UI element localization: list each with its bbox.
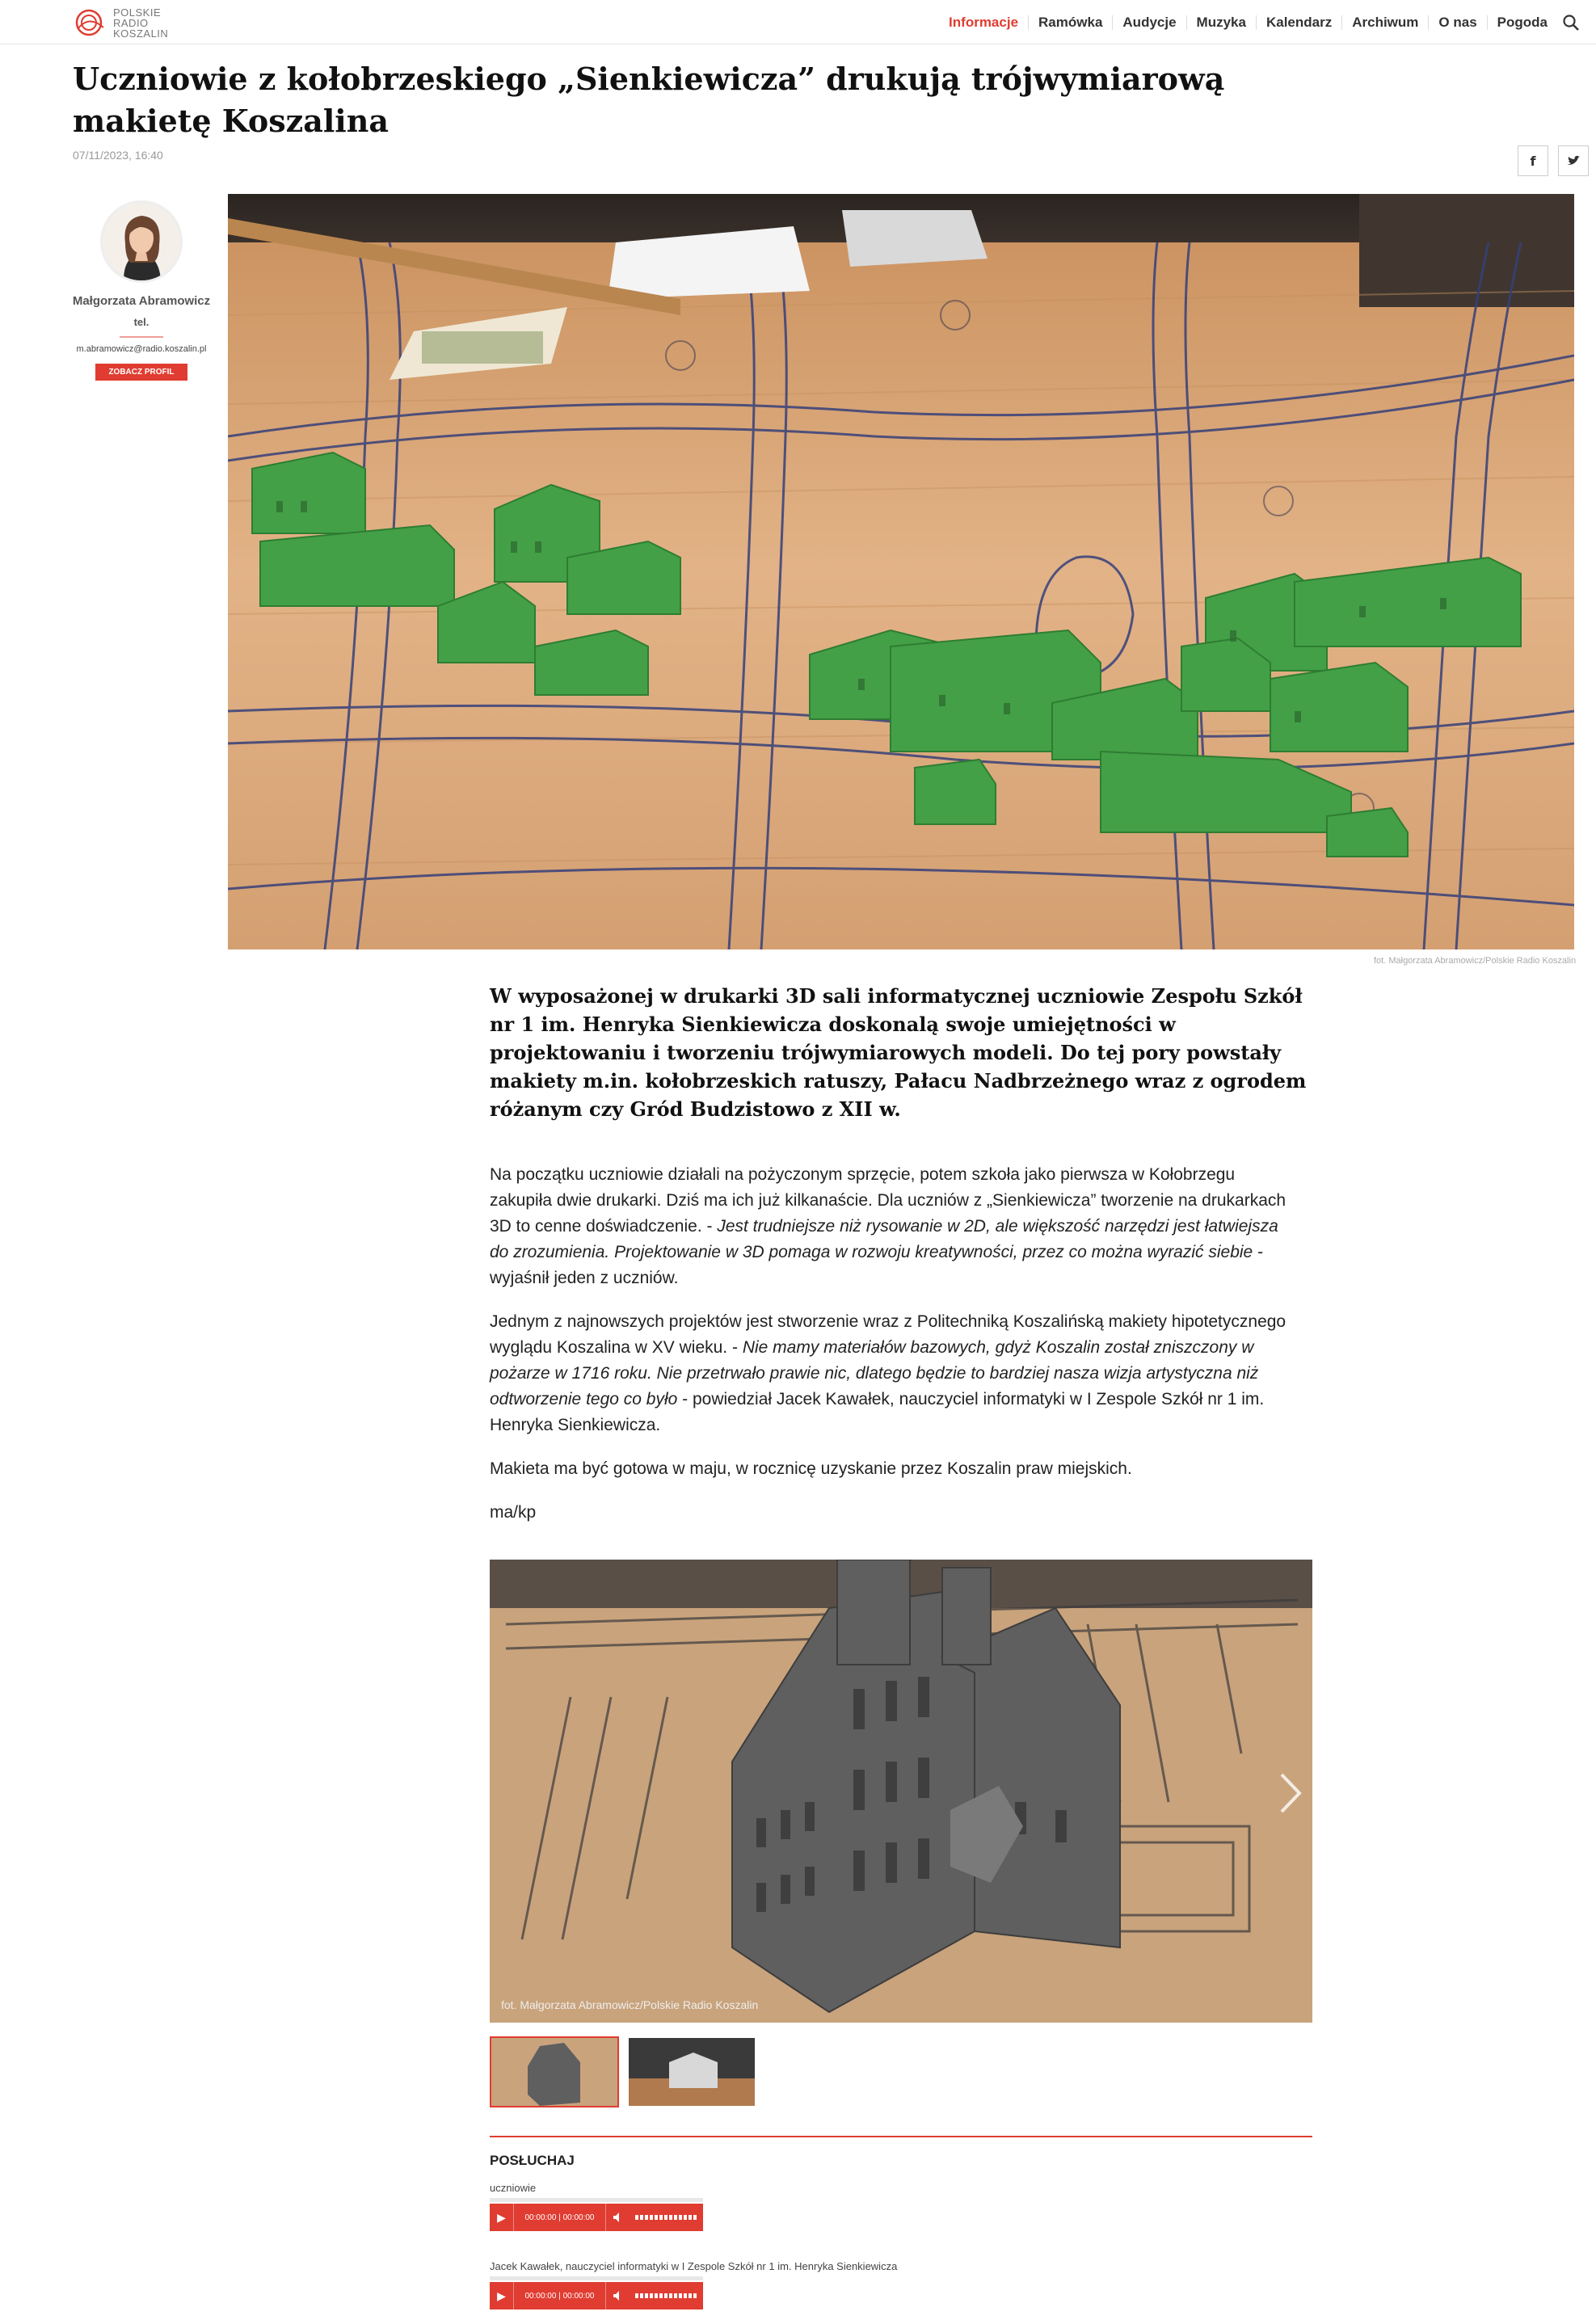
author-email[interactable]: m.abramowicz@radio.koszalin.pl [76, 344, 207, 354]
article-title: Uczniowie z kołobrzeskiego „Sienkiewicza” drukują trójwymiarową makietę Koszalina [73, 61, 1225, 139]
author-avatar[interactable] [100, 200, 183, 283]
thumbnail-palace [629, 2038, 755, 2106]
audio-track-1-label: uczniowie [490, 2182, 537, 2194]
twitter-share-button[interactable] [1558, 145, 1589, 176]
nav-item-muzyka[interactable]: Muzyka [1187, 15, 1257, 30]
radio-logo-icon [73, 6, 108, 39]
nav-item-audycje[interactable]: Audycje [1113, 15, 1186, 30]
gallery-thumbnail-1[interactable] [490, 2036, 619, 2107]
logo-line-1: POLSKIE [113, 6, 162, 19]
main-photo [228, 194, 1574, 949]
audio-player-1 [490, 2204, 703, 2231]
site-logo[interactable] [73, 5, 168, 40]
gallery-thumbnails [490, 2036, 756, 2107]
speaker-icon [613, 2290, 624, 2301]
volume-icon[interactable] [606, 2282, 630, 2309]
volume-slider[interactable] [630, 2282, 703, 2309]
nav-item-archiwum[interactable]: Archiwum [1342, 15, 1429, 30]
top-bar [0, 0, 1596, 44]
logo-line-3: KOSZALIN [113, 27, 169, 40]
article-body [490, 1162, 1298, 1543]
paragraph-1-text-b: - wyjaśnił jeden z uczniów. [490, 1243, 1264, 1287]
paragraph-1 [490, 1162, 1298, 1291]
article-signature: ma/kp [490, 1503, 537, 1522]
author-divider [120, 336, 163, 338]
volume-slider-fill [635, 2215, 698, 2220]
facebook-share-button[interactable] [1518, 145, 1548, 176]
article-lead: W wyposażonej w drukarki 3D sali informatycznej uczniowie Zespołu Szkół nr 1 im. Henryka Sienkiewicza doskonalą swoje umiejętności w projektowaniu i tworzeniu trójwymiarowych modeli. Do tej pory powstały makiety m.in. kołobrzeskich ratuszy, Pałacu Nadbrzeżnego wraz z ogrodem różanym czy Gród Budzistowo z XII w. [490, 984, 1307, 1121]
paragraph-1-text-a: Na początku uczniowie działali na pożyczonym sprzęcie, potem szkoła jako pierwsza w Kołobrzegu zakupiła dwie drukarki. Dziś ma ich już kilkanaście. Dla uczniów z „Sienkiewicza” tworzenie na drukarkach 3D to cenne doświadczenie. - [490, 1165, 1286, 1236]
author-portrait [103, 203, 180, 280]
nav-item-ramowka[interactable]: Ramówka [1029, 15, 1113, 30]
audio-track-1-progress[interactable] [490, 2198, 703, 2202]
nav-item-informacje[interactable]: Informacje [939, 15, 1029, 30]
audio-track-2-label: Jacek Kawałek, nauczyciel informatyki w I Zespole Szkół nr 1 im. Henryka Sienkiewicza [490, 2260, 898, 2272]
gallery-thumbnail-2[interactable] [627, 2036, 756, 2107]
search-icon[interactable] [1562, 14, 1580, 32]
play-icon[interactable]: ▶ [490, 2282, 514, 2309]
gallery-photo-town-hall [490, 1560, 1312, 2023]
thumbnail-town-hall [491, 2038, 617, 2106]
facebook-icon: f [1530, 153, 1536, 169]
volume-icon[interactable] [606, 2204, 630, 2231]
audio-section-rule [490, 2136, 1312, 2137]
chevron-right-icon[interactable] [1275, 1771, 1304, 1815]
nav-item-o-nas[interactable]: O nas [1429, 15, 1487, 30]
twitter-icon [1566, 155, 1581, 166]
author-card [65, 200, 218, 381]
nav-item-pogoda[interactable]: Pogoda [1497, 14, 1548, 30]
article-date: 07/11/2023, 16:40 [73, 149, 163, 162]
audio-track-2-time: 00:00:00 | 00:00:00 [514, 2282, 606, 2309]
main-nav [939, 0, 1580, 44]
audio-track-2-progress[interactable] [490, 2276, 703, 2280]
audio-player-2 [490, 2282, 703, 2309]
paragraph-2-text-b: - powiedział Jacek Kawałek, nauczyciel informatyki w I Zespole Szkół nr 1 im. Henryka Sienkiewicza. [490, 1390, 1265, 1434]
logo-line-2: RADIO [113, 16, 149, 29]
audio-track-1-time: 00:00:00 | 00:00:00 [514, 2204, 606, 2231]
volume-slider-fill [635, 2293, 698, 2298]
nav-item-kalendarz[interactable]: Kalendarz [1257, 15, 1342, 30]
volume-slider[interactable] [630, 2204, 703, 2231]
play-icon[interactable]: ▶ [490, 2204, 514, 2231]
logo-wordmark [113, 7, 168, 39]
city-model-photo [228, 194, 1574, 949]
paragraph-3: Makieta ma być gotowa w maju, w rocznicę uzyskanie przez Koszalin praw miejskich. [490, 1459, 1132, 1478]
speaker-icon [613, 2212, 624, 2223]
gallery-credit: fot. Małgorzata Abramowicz/Polskie Radio Koszalin [501, 1998, 759, 2011]
paragraph-1-quote: Jest trudniejsze niż rysowanie w 2D, ale większość narzędzi jest łatwiejsza do zrozumienia. Projektowanie w 3D pomaga w rozwoju kreatywności, przez co można wyrazić siebie [490, 1217, 1278, 1261]
author-name[interactable]: Małgorzata Abramowicz [72, 294, 211, 308]
paragraph-2-quote: Nie mamy materiałów bazowych, gdyż Koszalin został zniszczony w pożarze w 1716 roku. Nie przetrwało prawie nic, dlatego będzie to bardziej nasza wizja artystyczna niż odtworzenie tego co było [490, 1338, 1259, 1408]
paragraph-2 [490, 1309, 1298, 1438]
photo-credit: fot. Małgorzata Abramowicz/Polskie Radio Koszalin [1374, 956, 1577, 966]
see-profile-button[interactable]: ZOBACZ PROFIL [95, 364, 187, 381]
photo-gallery[interactable] [490, 1560, 1312, 2023]
audio-heading: POSŁUCHAJ [490, 2153, 575, 2168]
paragraph-2-text-a: Jednym z najnowszych projektów jest stworzenie wraz z Politechniką Koszalińską makiety hipotetycznego wyglądu Koszalina w XV wieku. - [490, 1312, 1286, 1357]
author-tel: tel. [133, 316, 149, 328]
